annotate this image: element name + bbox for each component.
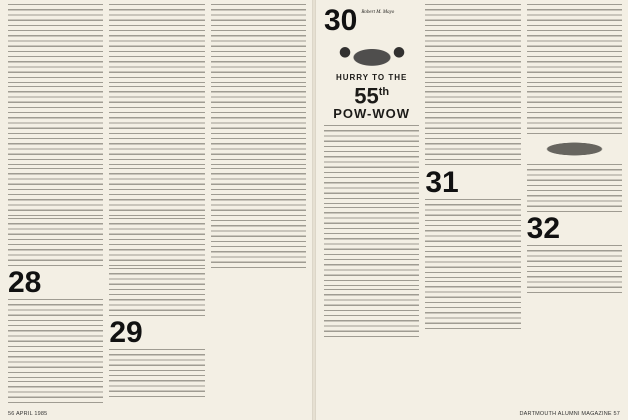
powwow-event: POW-WOW [333, 106, 411, 122]
class-number: 32 [526, 212, 561, 245]
class-heading-30 [324, 4, 419, 37]
column-text [425, 281, 520, 329]
class-number: 28 [8, 266, 42, 299]
page-footer: 56 APRIL 1985 [8, 411, 48, 417]
left-column-1 [8, 4, 103, 406]
column-text [8, 168, 103, 216]
column-text [425, 86, 520, 166]
column-text [211, 4, 306, 84]
right-column-3 [527, 4, 622, 406]
powwow-illustration [327, 37, 417, 71]
class-number: 31 [425, 166, 459, 199]
class-heading-32 [526, 212, 622, 245]
column-text [109, 218, 204, 266]
column-text [425, 199, 520, 279]
column-text [527, 164, 622, 212]
column-text [8, 381, 103, 406]
column-text [211, 86, 306, 166]
class-secretary-name: Robert M. Mayo [361, 10, 395, 15]
class-heading-29 [109, 316, 204, 349]
powwow-hurry: HURRY TO THE [335, 73, 408, 82]
right-column-2 [425, 4, 520, 406]
left-page [0, 0, 312, 420]
class-heading-31 [425, 166, 520, 199]
column-text [211, 168, 306, 216]
column-text [324, 207, 419, 287]
right-page [316, 0, 628, 420]
column-text [8, 86, 103, 166]
column-text [8, 299, 103, 379]
feet-illustration [527, 138, 622, 160]
page-footer: DARTMOUTH ALUMNI MAGAZINE 57 [519, 411, 620, 417]
powwow-ordinal: 55 [354, 83, 379, 109]
column-text [8, 218, 103, 266]
column-text [8, 4, 103, 84]
column-text [425, 4, 520, 84]
column-text [109, 168, 204, 216]
column-text [109, 268, 204, 316]
left-column-2 [109, 4, 204, 406]
right-columns [324, 4, 622, 406]
right-column-1 [324, 4, 419, 406]
left-column-3 [211, 4, 306, 406]
column-text [527, 4, 622, 84]
column-text [109, 4, 204, 84]
column-text [527, 245, 622, 293]
class-heading-28 [8, 266, 103, 299]
powwow-banner [324, 37, 419, 121]
class-number: 30 [324, 4, 358, 37]
column-text [211, 220, 306, 268]
left-columns [8, 4, 306, 406]
column-text [527, 86, 622, 134]
column-text [324, 125, 419, 205]
column-text [324, 289, 419, 337]
class-number: 29 [109, 316, 143, 349]
column-text [109, 86, 204, 166]
column-text [109, 349, 204, 397]
powwow-ordinal-suffix: th [378, 86, 390, 98]
